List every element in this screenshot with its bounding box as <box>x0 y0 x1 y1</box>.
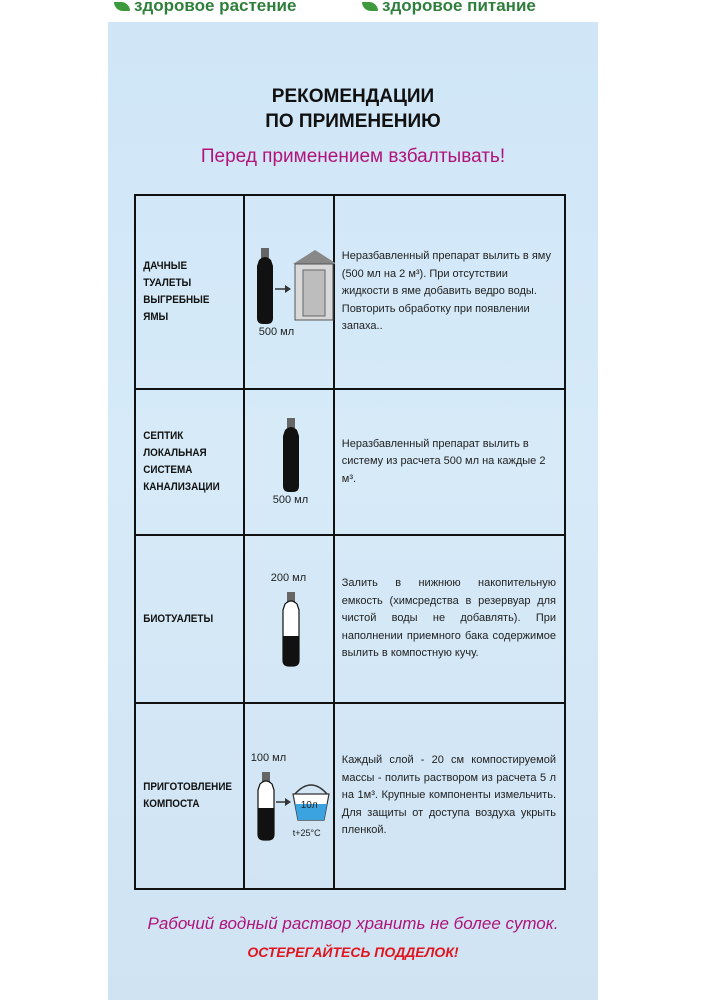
temperature-label: t+25°C <box>292 828 321 838</box>
volume-label: 500 мл <box>258 326 295 338</box>
instruction-banner <box>108 0 598 1000</box>
table-row <box>135 195 565 389</box>
counterfeit-warning: ОСТЕРЕГАЙТЕСЬ ПОДДЕЛОК! <box>247 944 459 960</box>
brand-left: здоровое растение <box>114 0 296 16</box>
brand-strip <box>108 0 598 22</box>
page-title-line2: ПО ПРИМЕНЕНИЮ <box>265 111 441 132</box>
row-label: СЕПТИК ЛОКАЛЬНАЯ СИСТЕМА КАНАЛИЗАЦИИ <box>143 430 220 493</box>
row-description: Каждый слой - 20 см компостируемой массы - полить раствором из расчета 5 л на 1м³. Крупные компоненты измельчить. Для защиты от доступа воздуха укрыть пленкой. <box>341 754 556 837</box>
row-label: ПРИГОТОВЛЕНИЕ КОМПОСТА <box>143 781 233 810</box>
table-row <box>135 535 565 703</box>
row-description: Залить в нижнюю накопительную емкость (химсредства в резервуар для чистой воды не добавлять). При наполнении приемного бака содержимое вылить в компостную кучу. <box>341 577 556 660</box>
page-subtitle: Перед применением взбалтывать! <box>200 146 506 167</box>
bucket-volume-label: 10л <box>300 800 318 811</box>
instructions-table <box>134 194 566 890</box>
half-bottle-icon <box>245 536 335 704</box>
storage-note: Рабочий водный раствор хранить не более суток. <box>147 914 559 933</box>
table-row <box>135 703 565 889</box>
full-bottle-icon <box>245 390 335 536</box>
brand-right: здоровое питание <box>362 0 536 16</box>
leaf-icon <box>362 2 378 11</box>
row-description-cell <box>334 195 565 389</box>
row-label: ДАЧНЫЕ ТУАЛЕТЫ ВЫГРЕБНЫЕ ЯМЫ <box>143 260 210 323</box>
volume-label: 100 мл <box>250 752 287 764</box>
row-icon-cell <box>244 703 334 889</box>
row-label-cell <box>135 195 244 389</box>
table-row <box>135 389 565 535</box>
row-label: БИОТУАЛЕТЫ <box>143 612 214 625</box>
volume-label: 200 мл <box>270 572 307 584</box>
row-label-cell <box>135 703 244 889</box>
row-label-cell <box>135 389 244 535</box>
row-description-cell <box>334 535 565 703</box>
volume-label: 500 мл <box>272 494 309 506</box>
row-icon-cell <box>244 535 334 703</box>
row-description-cell <box>334 703 565 889</box>
row-icon-cell <box>244 389 334 535</box>
row-icon-cell <box>244 195 334 389</box>
row-label-cell <box>135 535 244 703</box>
bottle-to-outhouse-icon <box>245 196 335 390</box>
row-description: Неразбавленный препарат вылить в яму (500 мл на 2 м³). При отсутствии жидкости в яме добавить ведро воды. Повторить обработку при появлении запаха.. <box>341 250 551 333</box>
row-description: Неразбавленный препарат вылить в систему из расчета 500 мл на каждые 2 м³. <box>341 437 546 485</box>
row-description-cell <box>334 389 565 535</box>
page-title-line1: РЕКОМЕНДАЦИИ <box>271 86 435 107</box>
bottle-to-bucket-icon <box>245 704 335 890</box>
leaf-icon <box>114 2 130 11</box>
